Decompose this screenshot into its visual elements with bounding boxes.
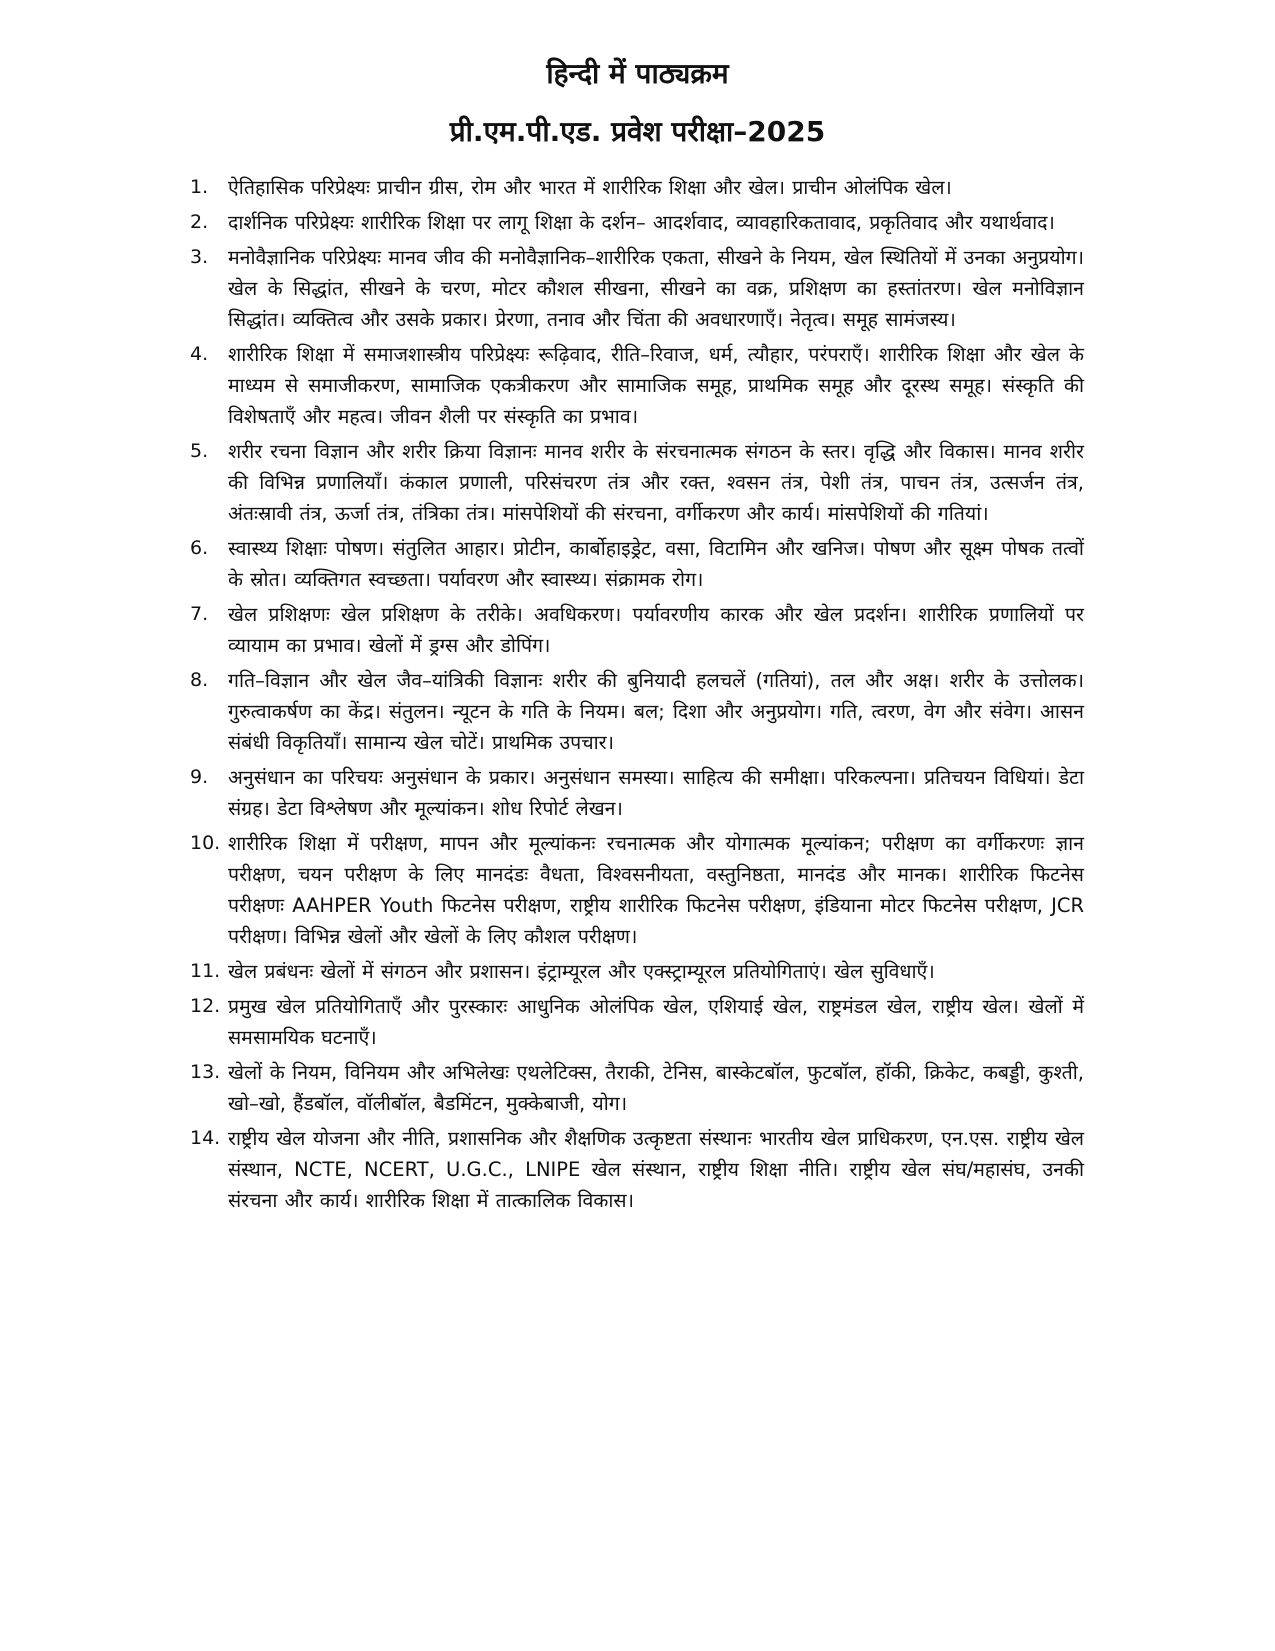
item-number: 3. (190, 246, 209, 268)
item-text: खेल प्रशिक्षणः खेल प्रशिक्षण के तरीके। अवधिकरण। पर्यावरणीय कारक और खेल प्रदर्शन। शारीरिक प्रणालियों पर व्यायाम का प्रभाव। खेलों में ड्रग्स और डोपिंग। (228, 603, 1084, 657)
item-number: 13. (190, 1061, 221, 1083)
item-number: 6. (190, 537, 209, 559)
item-number: 8. (190, 669, 209, 691)
item-text: शरीर रचना विज्ञान और शरीर क्रिया विज्ञानः मानव शरीर के संरचनात्मक संगठन के स्तर। वृद्धि और विकास। मानव शरीर की विभिन्न प्रणालियाँ। कंकाल प्रणाली, परिसंचरण तंत्र और रक्त, श्वसन तंत्र, पेशी तंत्र, पाचन तंत्र, उत्सर्जन तंत्र, अंतःस्रावी तंत्र, ऊर्जा तंत्र, तंत्रिका तंत्र। मांसपेशियों की संरचना, वर्गीकरण और कार्य। मांसपेशियों की गतियां। (228, 440, 1084, 525)
item-number: 11. (190, 960, 221, 982)
item-text: अनुसंधान का परिचयः अनुसंधान के प्रकार। अनुसंधान समस्या। साहित्य की समीक्षा। परिकल्पना। प्रतिचयन विधियां। डेटा संग्रह। डेटा विश्लेषण और मूल्यांकन। शोध रिपोर्ट लेखन। (228, 766, 1084, 820)
item-text: खेलों के नियम, विनियम और अभिलेखः एथलेटिक्स, तैराकी, टेनिस, बास्केटबॉल, फुटबॉल, हॉकी, क्रिकेट, कबड्डी, कुश्ती, खो–खो, हैंडबॉल, वॉलीबॉल, बैडमिंटन, मुक्केबाजी, योग। (228, 1061, 1084, 1115)
item-number: 2. (190, 211, 209, 233)
syllabus-item-11 (190, 956, 1084, 987)
document-title: हिन्दी में पाठ्यक्रम (546, 57, 729, 90)
item-text: राष्ट्रीय खेल योजना और नीति, प्रशासनिक और शैक्षणिक उत्कृष्टता संस्थानः भारतीय खेल प्राधिकरण, एन.एस. राष्ट्रीय खेल संस्थान, NCTE, NCERT, U.G.C., LNIPE खेल संस्थान, राष्ट्रीय शिक्षा नीति। राष्ट्रीय खेल संघ/महासंघ, उनकी संरचना और कार्य। शारीरिक शिक्षा में तात्कालिक विकास। (228, 1127, 1084, 1212)
item-text: शारीरिक शिक्षा में परीक्षण, मापन और मूल्यांकनः रचनात्मक और योगात्मक मूल्यांकन; परीक्षण का वर्गीकरणः ज्ञान परीक्षण, चयन परीक्षण के लिए मानदंडः वैधता, विश्वसनीयता, वस्तुनिष्ठता, मानदंड और मानक। शारीरिक फिटनेस परीक्षणः AAHPER Youth फिटनेस परीक्षण, राष्ट्रीय शारीरिक फिटनेस परीक्षण, इंडियाना मोटर फिटनेस परीक्षण, JCR परीक्षण। विभिन्न खेलों और खेलों के लिए कौशल परीक्षण। (228, 832, 1084, 948)
syllabus-item-14 (190, 1123, 1084, 1216)
syllabus-item-5 (190, 436, 1084, 529)
item-text: खेल प्रबंधनः खेलों में संगठन और प्रशासन। इंट्राम्यूरल और एक्स्ट्राम्यूरल प्रतियोगिताएं। खेल सुविधाएँ। (228, 960, 935, 983)
item-number: 4. (190, 343, 209, 365)
syllabus-item-2 (190, 207, 1084, 238)
item-text: गति–विज्ञान और खेल जैव–यांत्रिकी विज्ञानः शरीर की बुनियादी हलचलें (गतियां), तल और अक्ष। शरीर के उत्तोलक। गुरुत्वाकर्षण का केंद्र। संतुलन। न्यूटन के गति के नियम। बल; दिशा और अनुप्रयोग। गति, त्वरण, वेग और संवेग। आसन संबंधी विकृतियाँ। सामान्य खेल चोटें। प्राथमिक उपचार। (228, 669, 1084, 754)
syllabus-item-3 (190, 242, 1084, 335)
syllabus-item-12 (190, 991, 1084, 1053)
item-text: दार्शनिक परिप्रेक्ष्यः शारीरिक शिक्षा पर लागू शिक्षा के दर्शन– आदर्शवाद, व्यावहारिकतावाद, प्रकृतिवाद और यथार्थवाद। (228, 211, 1055, 234)
item-number: 1. (190, 176, 209, 198)
item-text: शारीरिक शिक्षा में समाजशास्त्रीय परिप्रेक्ष्यः रूढ़िवाद, रीति–रिवाज, धर्म, त्यौहार, परंपराएँ। शारीरिक शिक्षा और खेल के माध्यम से समाजीकरण, सामाजिक एकत्रीकरण और सामाजिक समूह, प्राथमिक समूह और दूरस्थ समूह। संस्कृति की विशेषताएँ और महत्व। जीवन शैली पर संस्कृति का प्रभाव। (228, 343, 1084, 428)
item-number: 10. (190, 832, 221, 854)
item-number: 9. (190, 766, 209, 788)
syllabus-item-8 (190, 665, 1084, 758)
document-subtitle: प्री.एम.पी.एड. प्रवेश परीक्षा–2025 (449, 115, 826, 148)
syllabus-list (190, 172, 1084, 1220)
item-number: 7. (190, 603, 209, 625)
syllabus-item-1 (190, 172, 1084, 203)
syllabus-item-4 (190, 339, 1084, 432)
syllabus-item-13 (190, 1057, 1084, 1119)
syllabus-item-6 (190, 533, 1084, 595)
item-text: प्रमुख खेल प्रतियोगिताएँ और पुरस्कारः आधुनिक ओलंपिक खेल, एशियाई खेल, राष्ट्रमंडल खेल, राष्ट्रीय खेल। खेलों में समसामयिक घटनाएँ। (228, 995, 1084, 1049)
item-number: 5. (190, 440, 209, 462)
item-text: मनोवैज्ञानिक परिप्रेक्ष्यः मानव जीव की मनोवैज्ञानिक–शारीरिक एकता, सीखने के नियम, खेल स्थितियों में उनका अनुप्रयोग। खेल के सिद्धांत, सीखने के चरण, मोटर कौशल सीखना, सीखने का वक्र, प्रशिक्षण का हस्तांतरण। खेल मनोविज्ञान सिद्धांत। व्यक्तित्व और उसके प्रकार। प्रेरणा, तनाव और चिंता की अवधारणाएँ। नेतृत्व। समूह सामंजस्य। (228, 246, 1084, 331)
item-text: ऐतिहासिक परिप्रेक्ष्यः प्राचीन ग्रीस, रोम और भारत में शारीरिक शिक्षा और खेल। प्राचीन ओलंपिक खेल। (228, 176, 952, 199)
syllabus-item-9 (190, 762, 1084, 824)
syllabus-item-7 (190, 599, 1084, 661)
item-number: 12. (190, 995, 221, 1017)
item-text: स्वास्थ्य शिक्षाः पोषण। संतुलित आहार। प्रोटीन, कार्बोहाइड्रेट, वसा, विटामिन और खनिज। पोषण और सूक्ष्म पोषक तत्वों के स्रोत। व्यक्तिगत स्वच्छता। पर्यावरण और स्वास्थ्य। संक्रामक रोग। (228, 537, 1084, 591)
syllabus-item-10 (190, 828, 1084, 952)
item-number: 14. (190, 1127, 221, 1149)
